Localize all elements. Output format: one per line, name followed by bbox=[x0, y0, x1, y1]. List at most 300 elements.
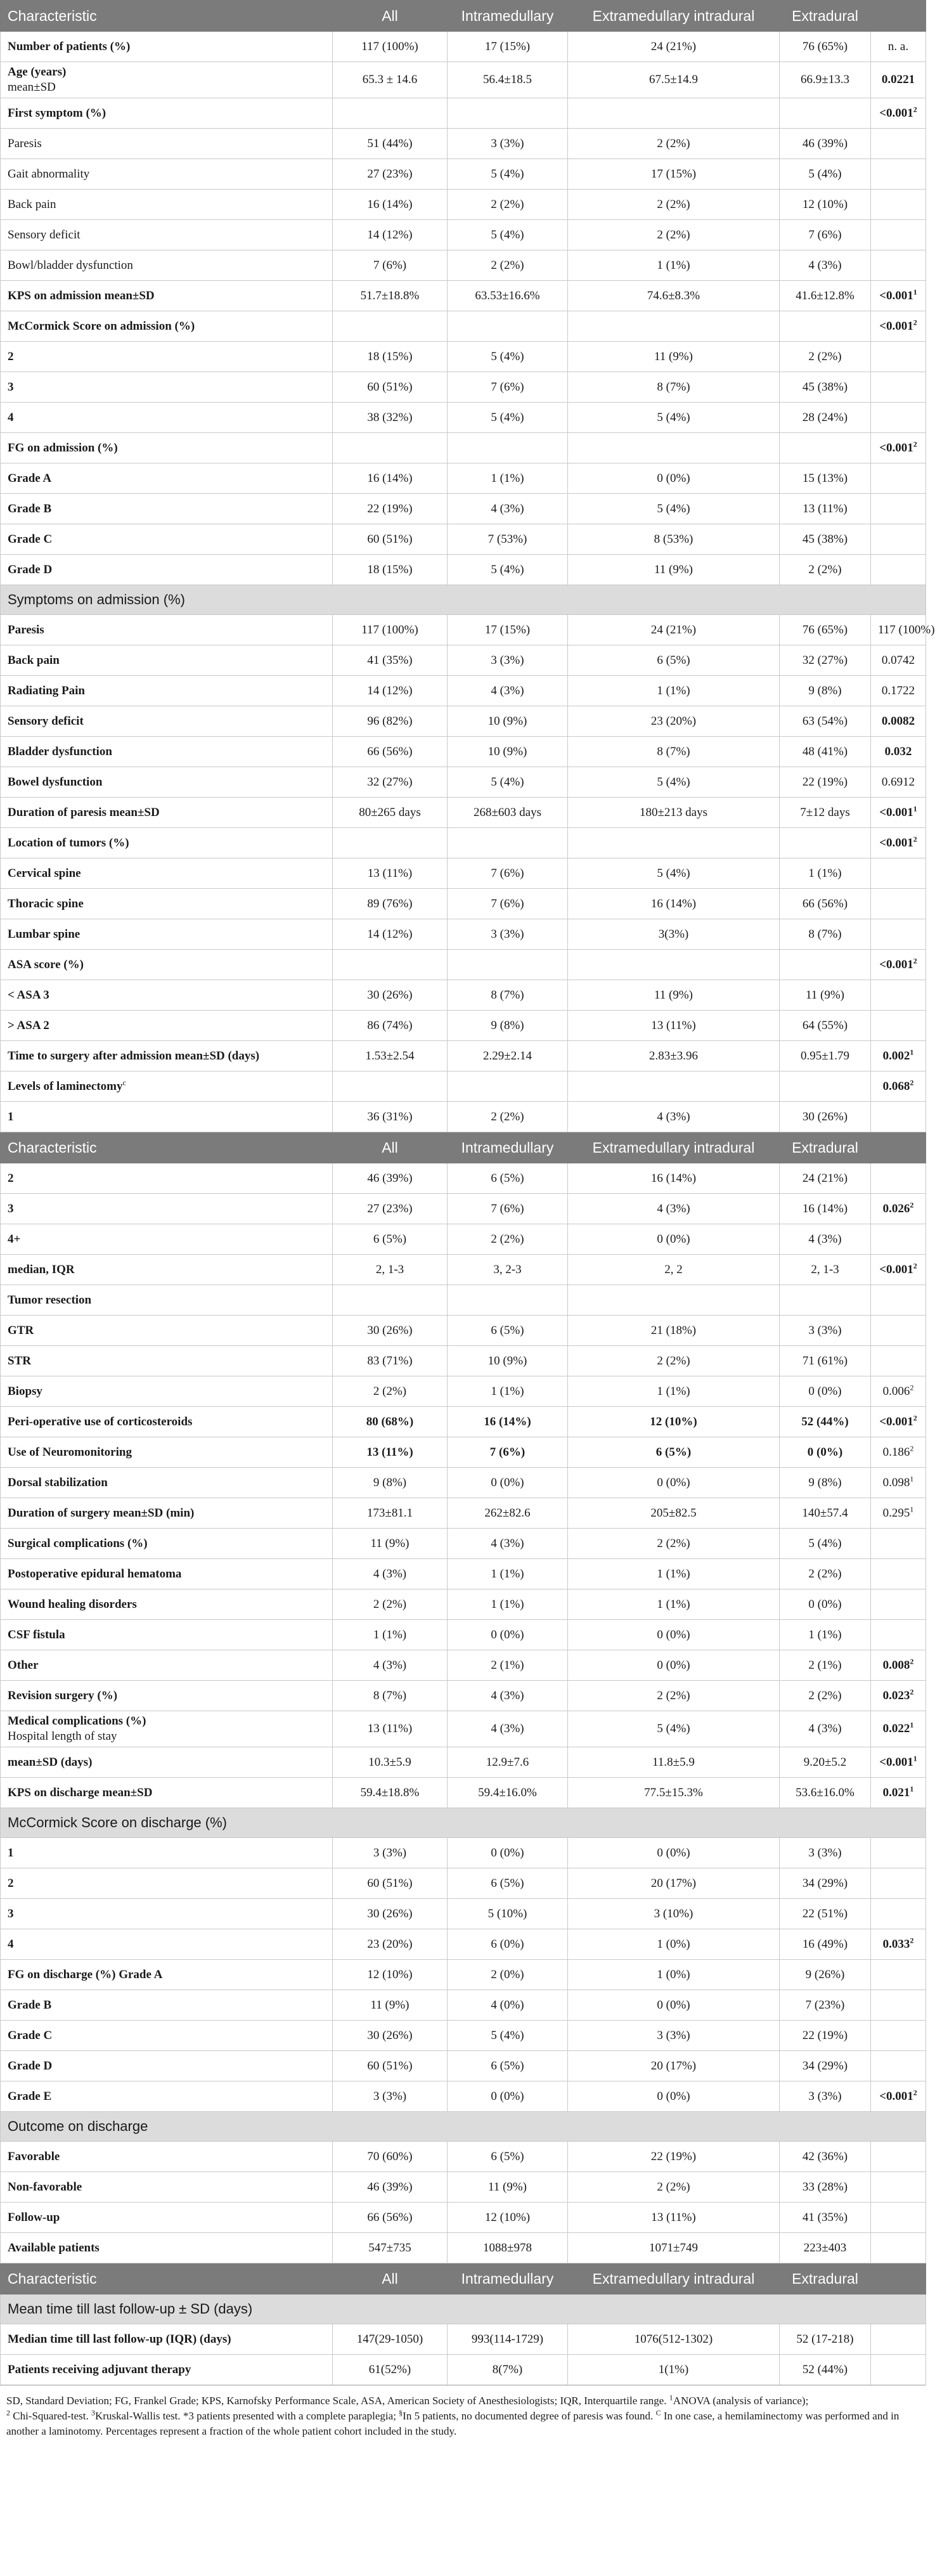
table-row bbox=[1, 463, 926, 494]
row-label: Cervical spine bbox=[8, 866, 81, 880]
row-label-cell bbox=[1, 706, 333, 737]
value-cell: 12 (10%) bbox=[568, 1407, 780, 1437]
table-row bbox=[1, 676, 926, 706]
row-label: Postoperative epidural hematoma bbox=[8, 1567, 182, 1581]
row-label: Surgical complications (%) bbox=[8, 1536, 148, 1550]
value-cell: 23 (20%) bbox=[333, 1929, 448, 1960]
value-cell: 66.9±13.3 bbox=[780, 62, 871, 98]
value-cell: 80±265 days bbox=[333, 798, 448, 828]
row-label-cell bbox=[1, 1589, 333, 1620]
value-cell: 27 (23%) bbox=[333, 159, 448, 190]
row-label: Favorable bbox=[8, 2149, 60, 2163]
value-cell: 6 (5%) bbox=[568, 645, 780, 676]
p-value: <0.001 bbox=[879, 957, 913, 971]
table-row bbox=[1, 1071, 926, 1102]
table-row bbox=[1, 1498, 926, 1529]
row-label-cell bbox=[1, 2203, 333, 2233]
p-value-sup: 1 bbox=[910, 1505, 914, 1514]
p-value: <0.001 bbox=[879, 441, 913, 455]
value-cell: 4 (3%) bbox=[448, 676, 568, 706]
value-cell: 4 (3%) bbox=[448, 1711, 568, 1747]
value-cell: 9 (8%) bbox=[780, 1468, 871, 1498]
value-cell: 16 (14%) bbox=[448, 1407, 568, 1437]
p-value-sup: 1 bbox=[910, 1720, 914, 1730]
row-label: GTR bbox=[8, 1323, 34, 1337]
value-cell: 28 (24%) bbox=[780, 403, 871, 433]
value-cell: 18 (15%) bbox=[333, 342, 448, 372]
value-cell: 5 (4%) bbox=[780, 1529, 871, 1559]
table-row bbox=[1, 1163, 926, 1194]
row-label-cell bbox=[1, 524, 333, 555]
p-value-cell bbox=[871, 1407, 926, 1437]
p-value: 0.002 bbox=[882, 1049, 910, 1063]
p-value-cell bbox=[871, 1838, 926, 1868]
p-value-cell bbox=[871, 2142, 926, 2172]
value-cell bbox=[448, 1071, 568, 1102]
table-row bbox=[1, 767, 926, 798]
p-value-sup: 2 bbox=[910, 1200, 914, 1210]
column-header: Extramedullary intradural bbox=[568, 1, 780, 32]
value-cell: 2 (1%) bbox=[780, 1650, 871, 1681]
table-row bbox=[1, 372, 926, 403]
value-cell: 13 (11%) bbox=[333, 858, 448, 889]
value-cell: 2 (2%) bbox=[448, 1102, 568, 1132]
value-cell: 14 (12%) bbox=[333, 220, 448, 250]
value-cell: 11 (9%) bbox=[780, 980, 871, 1011]
row-label-cell bbox=[1, 2355, 333, 2385]
p-value-cell bbox=[871, 1071, 926, 1102]
table-row bbox=[1, 828, 926, 858]
row-label-cell bbox=[1, 1559, 333, 1589]
row-label-cell bbox=[1, 1437, 333, 1468]
row-label-cell bbox=[1, 1899, 333, 1929]
value-cell: 13 (11%) bbox=[780, 494, 871, 524]
row-label: Radiating Pain bbox=[8, 683, 85, 697]
value-cell bbox=[568, 828, 780, 858]
value-cell bbox=[568, 1285, 780, 1316]
column-header bbox=[871, 1, 926, 32]
p-value-cell bbox=[871, 1990, 926, 2021]
value-cell: 6 (5%) bbox=[448, 2142, 568, 2172]
table-row bbox=[1, 1899, 926, 1929]
value-cell: 8 (7%) bbox=[568, 737, 780, 767]
value-cell: 10 (9%) bbox=[448, 1346, 568, 1376]
row-label-cell bbox=[1, 1011, 333, 1041]
value-cell: 22 (19%) bbox=[333, 494, 448, 524]
value-cell: 4 (3%) bbox=[333, 1650, 448, 1681]
value-cell: 60 (51%) bbox=[333, 1868, 448, 1899]
value-cell bbox=[333, 1285, 448, 1316]
value-cell: 61(52%) bbox=[333, 2355, 448, 2385]
value-cell: 11 (9%) bbox=[568, 555, 780, 585]
p-value-sup: 2 bbox=[913, 439, 917, 449]
p-value: 0.033 bbox=[882, 1937, 910, 1951]
value-cell: 12.9±7.6 bbox=[448, 1747, 568, 1778]
table-row bbox=[1, 889, 926, 919]
row-label-cell bbox=[1, 1376, 333, 1407]
p-value-cell bbox=[871, 1929, 926, 1960]
p-value-sup: 2 bbox=[913, 318, 917, 327]
value-cell: 7 (6%) bbox=[448, 1437, 568, 1468]
value-cell: 77.5±15.3% bbox=[568, 1778, 780, 1808]
value-cell: 2, 1-3 bbox=[780, 1255, 871, 1285]
value-cell: 4 (3%) bbox=[780, 1224, 871, 1255]
row-label-sup: c bbox=[122, 1078, 126, 1087]
p-value-sup: 2 bbox=[910, 1444, 914, 1453]
p-value-cell bbox=[871, 1102, 926, 1132]
p-value-cell bbox=[871, 2233, 926, 2263]
value-cell: 262±82.6 bbox=[448, 1498, 568, 1529]
value-cell: 11 (9%) bbox=[333, 1529, 448, 1559]
p-value-cell bbox=[871, 2081, 926, 2112]
row-label: Grade D bbox=[8, 562, 53, 576]
row-label: 2 bbox=[8, 1876, 14, 1890]
value-cell: 33 (28%) bbox=[780, 2172, 871, 2203]
value-cell: 2 (2%) bbox=[448, 1224, 568, 1255]
value-cell: 45 (38%) bbox=[780, 524, 871, 555]
value-cell: 24 (21%) bbox=[568, 32, 780, 62]
header-row bbox=[1, 1, 926, 32]
value-cell: 2 (0%) bbox=[448, 1960, 568, 1990]
value-cell: 46 (39%) bbox=[333, 1163, 448, 1194]
value-cell: 70 (60%) bbox=[333, 2142, 448, 2172]
row-label-cell bbox=[1, 1929, 333, 1960]
value-cell: 117 (100%) bbox=[333, 32, 448, 62]
table-row bbox=[1, 190, 926, 220]
p-value-cell bbox=[871, 1960, 926, 1990]
value-cell: 0 (0%) bbox=[568, 1990, 780, 2021]
p-value-cell bbox=[871, 1285, 926, 1316]
table-row bbox=[1, 555, 926, 585]
row-label: Grade B bbox=[8, 1998, 52, 2012]
row-label: Sensory deficit bbox=[8, 714, 84, 728]
table-body bbox=[1, 1, 935, 2385]
table-row bbox=[1, 2172, 926, 2203]
value-cell: 4 (3%) bbox=[448, 1681, 568, 1711]
row-label-cell bbox=[1, 1650, 333, 1681]
value-cell: 4 (3%) bbox=[568, 1102, 780, 1132]
p-value-cell bbox=[871, 555, 926, 585]
p-value-sup: 1 bbox=[913, 804, 917, 813]
value-cell: 3 (3%) bbox=[448, 645, 568, 676]
value-cell: 4 (3%) bbox=[568, 1194, 780, 1224]
value-cell: 0 (0%) bbox=[780, 1437, 871, 1468]
value-cell: 1 (1%) bbox=[568, 676, 780, 706]
table-row bbox=[1, 1620, 926, 1650]
value-cell: 11 (9%) bbox=[333, 1990, 448, 2021]
value-cell bbox=[568, 1071, 780, 1102]
p-value-cell bbox=[871, 798, 926, 828]
row-label: 4 bbox=[8, 1937, 14, 1951]
value-cell: 30 (26%) bbox=[333, 980, 448, 1011]
value-cell bbox=[568, 950, 780, 980]
row-label: FG on discharge (%) Grade A bbox=[8, 1967, 163, 1981]
value-cell bbox=[333, 311, 448, 342]
value-cell: 5 (4%) bbox=[448, 342, 568, 372]
p-value: 0.023 bbox=[882, 1688, 910, 1702]
table-row bbox=[1, 1437, 926, 1468]
value-cell bbox=[780, 950, 871, 980]
value-cell: 5 (4%) bbox=[568, 494, 780, 524]
row-label-cell bbox=[1, 1346, 333, 1376]
table-row bbox=[1, 1224, 926, 1255]
table-row bbox=[1, 1376, 926, 1407]
value-cell: 13 (11%) bbox=[568, 1011, 780, 1041]
value-cell: 3 (3%) bbox=[448, 919, 568, 950]
footnote-text: In one case, a hemilaminectomy was performed and in another a laminotomy. Percentages represent a fraction of the whole patient cohort included in the study. bbox=[6, 2410, 900, 2437]
value-cell: 24 (21%) bbox=[780, 1163, 871, 1194]
p-value-cell bbox=[871, 2051, 926, 2081]
table-row bbox=[1, 281, 926, 311]
row-label: 2 bbox=[8, 1171, 14, 1185]
row-label: Grade D bbox=[8, 2059, 53, 2073]
value-cell: 1 (1%) bbox=[333, 1620, 448, 1650]
value-cell: 10.3±5.9 bbox=[333, 1747, 448, 1778]
value-cell: 4 (3%) bbox=[448, 1529, 568, 1559]
p-value-cell bbox=[871, 1778, 926, 1808]
table-row bbox=[1, 1011, 926, 1041]
p-value-cell bbox=[871, 2355, 926, 2385]
row-label: 1 bbox=[8, 1110, 14, 1123]
value-cell: 11 (9%) bbox=[568, 980, 780, 1011]
p-value-cell bbox=[871, 1346, 926, 1376]
value-cell: 41 (35%) bbox=[780, 2203, 871, 2233]
row-label-cell bbox=[1, 1838, 333, 1868]
p-value-cell bbox=[871, 676, 926, 706]
p-value-cell bbox=[871, 281, 926, 311]
value-cell: 16 (14%) bbox=[568, 889, 780, 919]
p-value: 0.186 bbox=[882, 1445, 910, 1459]
value-cell: 15 (13%) bbox=[780, 463, 871, 494]
value-cell: 6 (5%) bbox=[448, 1316, 568, 1346]
value-cell: 66 (56%) bbox=[333, 737, 448, 767]
p-value-cell bbox=[871, 1711, 926, 1747]
value-cell: 4 (3%) bbox=[448, 494, 568, 524]
column-header: All bbox=[333, 1, 448, 32]
value-cell: 3 (10%) bbox=[568, 1899, 780, 1929]
row-label-cell bbox=[1, 159, 333, 190]
value-cell: 3, 2-3 bbox=[448, 1255, 568, 1285]
row-label: ASA score (%) bbox=[8, 957, 84, 971]
value-cell: 16 (14%) bbox=[568, 1163, 780, 1194]
p-value-sup: 2 bbox=[910, 1687, 914, 1697]
value-cell: 14 (12%) bbox=[333, 676, 448, 706]
row-label: Bowl/bladder dysfunction bbox=[8, 258, 133, 272]
row-label: Dorsal stabilization bbox=[8, 1475, 108, 1489]
value-cell: 9.20±5.2 bbox=[780, 1747, 871, 1778]
section-row bbox=[1, 2294, 926, 2324]
row-label-cell bbox=[1, 32, 333, 62]
p-value-cell bbox=[871, 32, 926, 62]
table-row bbox=[1, 1041, 926, 1071]
p-value-cell bbox=[871, 858, 926, 889]
table-row bbox=[1, 2203, 926, 2233]
row-label-cell bbox=[1, 1960, 333, 1990]
p-value-cell bbox=[871, 2203, 926, 2233]
table-row bbox=[1, 1778, 926, 1808]
column-header: Extradural bbox=[780, 1, 871, 32]
value-cell: 86 (74%) bbox=[333, 1011, 448, 1041]
value-cell: 41 (35%) bbox=[333, 645, 448, 676]
p-value-cell bbox=[871, 1529, 926, 1559]
value-cell: 2, 2 bbox=[568, 1255, 780, 1285]
value-cell: 22 (51%) bbox=[780, 1899, 871, 1929]
p-value: <0.001 bbox=[879, 836, 913, 850]
value-cell: 4 (3%) bbox=[780, 250, 871, 281]
value-cell: 2.29±2.14 bbox=[448, 1041, 568, 1071]
value-cell: 51 (44%) bbox=[333, 129, 448, 159]
section-label: Symptoms on admission (%) bbox=[1, 585, 926, 615]
p-value-cell bbox=[871, 342, 926, 372]
value-cell: 1 (1%) bbox=[448, 1589, 568, 1620]
table-row bbox=[1, 2324, 926, 2355]
value-cell: 16 (14%) bbox=[780, 1194, 871, 1224]
p-value: <0.001 bbox=[879, 1414, 913, 1428]
value-cell: 8 (7%) bbox=[780, 919, 871, 950]
value-cell: 9 (8%) bbox=[780, 676, 871, 706]
value-cell: 11 (9%) bbox=[448, 2172, 568, 2203]
row-label-cell bbox=[1, 1194, 333, 1224]
value-cell: 0 (0%) bbox=[448, 1838, 568, 1868]
value-cell: 16 (49%) bbox=[780, 1929, 871, 1960]
row-label-cell bbox=[1, 1468, 333, 1498]
table-row bbox=[1, 220, 926, 250]
p-value-sup: 2 bbox=[913, 1261, 917, 1271]
row-label: Thoracic spine bbox=[8, 896, 84, 910]
p-value-cell bbox=[871, 463, 926, 494]
p-value-cell bbox=[871, 311, 926, 342]
value-cell: 2 (2%) bbox=[780, 1681, 871, 1711]
column-header: Characteristic bbox=[1, 1, 333, 32]
p-value: 0.0082 bbox=[881, 714, 915, 728]
p-value-sup: 2 bbox=[913, 956, 917, 966]
value-cell: 5 (4%) bbox=[568, 858, 780, 889]
value-cell: 46 (39%) bbox=[333, 2172, 448, 2203]
p-value-cell bbox=[871, 1437, 926, 1468]
row-label-cell bbox=[1, 2021, 333, 2051]
row-label-cell bbox=[1, 2324, 333, 2355]
p-value: <0.001 bbox=[879, 2089, 913, 2103]
row-label-cell bbox=[1, 433, 333, 463]
p-value: <0.001 bbox=[879, 1755, 913, 1769]
value-cell bbox=[333, 433, 448, 463]
value-cell: 1 (0%) bbox=[568, 1960, 780, 1990]
row-label-cell bbox=[1, 372, 333, 403]
table-row bbox=[1, 129, 926, 159]
value-cell: 0 (0%) bbox=[780, 1376, 871, 1407]
value-cell: 66 (56%) bbox=[780, 889, 871, 919]
value-cell: 7 (6%) bbox=[448, 1194, 568, 1224]
value-cell: 60 (51%) bbox=[333, 2051, 448, 2081]
p-value: 0.6912 bbox=[881, 775, 915, 789]
p-value-cell bbox=[871, 1650, 926, 1681]
value-cell bbox=[780, 1285, 871, 1316]
value-cell: 5 (4%) bbox=[448, 403, 568, 433]
value-cell: 13 (11%) bbox=[333, 1437, 448, 1468]
row-label: Available patients bbox=[8, 2241, 100, 2255]
row-label: Grade A bbox=[8, 471, 52, 485]
value-cell bbox=[448, 433, 568, 463]
row-label-cell bbox=[1, 1620, 333, 1650]
value-cell: 2 (1%) bbox=[448, 1650, 568, 1681]
value-cell bbox=[448, 950, 568, 980]
value-cell: 6 (5%) bbox=[568, 1437, 780, 1468]
p-value: 0.068 bbox=[882, 1079, 910, 1093]
table-row bbox=[1, 1102, 926, 1132]
row-label: Follow-up bbox=[8, 2210, 60, 2224]
value-cell: 89 (76%) bbox=[333, 889, 448, 919]
p-value-sup: 1 bbox=[910, 1047, 914, 1057]
column-header: Intramedullary bbox=[448, 1132, 568, 1163]
p-value-sup: 2 bbox=[913, 2088, 917, 2097]
value-cell: 30 (26%) bbox=[780, 1102, 871, 1132]
p-value: <0.001 bbox=[879, 319, 913, 333]
value-cell: 1 (1%) bbox=[780, 1620, 871, 1650]
value-cell: 173±81.1 bbox=[333, 1498, 448, 1529]
p-value-cell bbox=[871, 62, 926, 98]
value-cell: 1 (1%) bbox=[448, 1559, 568, 1589]
value-cell: 42 (36%) bbox=[780, 2142, 871, 2172]
row-label: Back pain bbox=[8, 653, 60, 667]
row-label-cell bbox=[1, 858, 333, 889]
p-value: 0.1722 bbox=[881, 683, 915, 697]
table-row bbox=[1, 1407, 926, 1437]
table-row bbox=[1, 1529, 926, 1559]
table-row bbox=[1, 1468, 926, 1498]
row-label: Medical complications (%) bbox=[8, 1714, 146, 1728]
table-row bbox=[1, 1990, 926, 2021]
row-label: CSF fistula bbox=[8, 1628, 65, 1641]
table-row bbox=[1, 706, 926, 737]
row-label: 4+ bbox=[8, 1232, 21, 1246]
table-row bbox=[1, 1346, 926, 1376]
table-row bbox=[1, 2021, 926, 2051]
footnote-sup: C bbox=[655, 2408, 661, 2417]
row-label: Revision surgery (%) bbox=[8, 1688, 118, 1702]
value-cell: 2 (2%) bbox=[333, 1376, 448, 1407]
p-value-cell bbox=[871, 1011, 926, 1041]
table-row bbox=[1, 798, 926, 828]
value-cell: 83 (71%) bbox=[333, 1346, 448, 1376]
value-cell: 6 (5%) bbox=[448, 1163, 568, 1194]
value-cell: 63.53±16.6% bbox=[448, 281, 568, 311]
p-value-cell bbox=[871, 706, 926, 737]
value-cell: 17 (15%) bbox=[448, 615, 568, 645]
row-label: > ASA 2 bbox=[8, 1018, 49, 1032]
p-value-cell bbox=[871, 1468, 926, 1498]
row-label: median, IQR bbox=[8, 1262, 75, 1276]
row-label-cell bbox=[1, 403, 333, 433]
p-value-cell bbox=[871, 524, 926, 555]
table-row bbox=[1, 250, 926, 281]
table-row bbox=[1, 62, 926, 98]
value-cell: 11 (9%) bbox=[568, 342, 780, 372]
value-cell: 2 (2%) bbox=[780, 1559, 871, 1589]
row-label-cell bbox=[1, 220, 333, 250]
p-value: 0.026 bbox=[882, 1201, 910, 1215]
table-row bbox=[1, 1650, 926, 1681]
section-label: McCormick Score on discharge (%) bbox=[1, 1808, 926, 1838]
value-cell: 23 (20%) bbox=[568, 706, 780, 737]
p-value-cell bbox=[871, 1747, 926, 1778]
value-cell: 0 (0%) bbox=[448, 2081, 568, 2112]
column-header: Intramedullary bbox=[448, 2263, 568, 2294]
value-cell: 3 (3%) bbox=[780, 2081, 871, 2112]
value-cell: 96 (82%) bbox=[333, 706, 448, 737]
value-cell: 2 (2%) bbox=[780, 342, 871, 372]
value-cell: 2 (2%) bbox=[448, 250, 568, 281]
value-cell: 117 (100%) bbox=[333, 615, 448, 645]
